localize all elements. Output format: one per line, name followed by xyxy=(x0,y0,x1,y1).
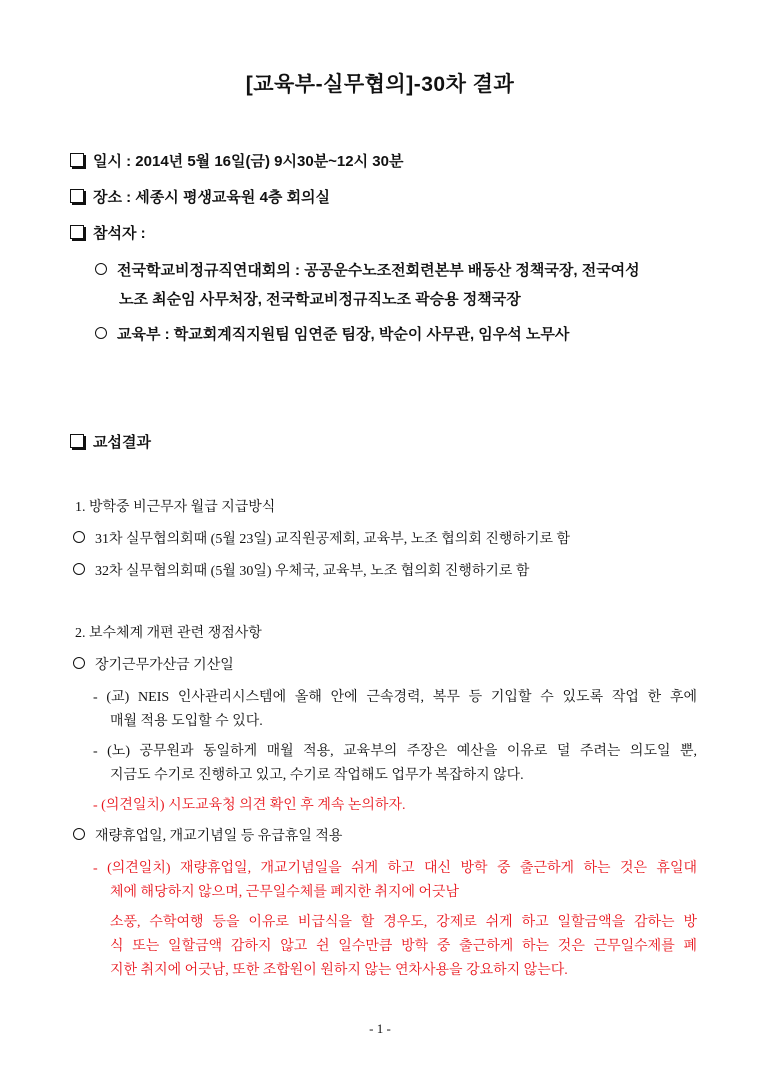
circle-bullet-icon xyxy=(73,657,85,669)
ministry-position-line1: - (교) NEIS 인사관리시스템에 올해 안에 근속경력, 복무 등 기입할 수 있도록 작업 한 후에 xyxy=(93,690,697,705)
place-line xyxy=(70,186,330,207)
holiday-note-line1: 소풍, 수학여행 등을 이유로 비급식을 할 경우도, 강제로 쉬게 하고 일할금액을 감하는 방 xyxy=(110,915,697,930)
attendee-ministry: 교육부 : 학교회계직지원팀 임연준 팀장, 박순이 사무관, 임우석 노무사 xyxy=(95,323,569,344)
holiday-note-line2: 식 또는 일할금액 감하지 않고 쉰 일수만큼 방학 중 출근하게 하는 것은 근무일수제를 폐 xyxy=(110,939,697,954)
place-text: 장소 : 세종시 평생교육원 4층 회의실 xyxy=(93,189,331,206)
union-position-line1: - (노) 공무원과 동일하게 매월 적용, 교육부의 주장은 예산을 이유로 덜 주려는 의도일 뿐, xyxy=(93,744,697,759)
circle-bullet-icon xyxy=(73,828,85,840)
attendees-label: 참석자 : xyxy=(93,225,146,242)
circle-bullet-icon xyxy=(73,563,85,575)
circle-bullet-icon xyxy=(95,327,107,339)
ministry-position-line2: 매월 적용 도입할 수 있다. xyxy=(110,714,263,729)
holiday-agreement-line2: 체에 해당하지 않으며, 근무일수체를 폐지한 취지에 어긋남 xyxy=(110,885,460,900)
agreement-line: - (의견일치) 시도교육청 의견 확인 후 계속 논의하자. xyxy=(93,798,406,813)
section1-item: 32차 실무협의회때 (5월 30일) 우체국, 교육부, 노조 협의회 진행하기로 함 xyxy=(73,560,529,580)
union-position-line2: 지금도 수기로 진행하고 있고, 수기로 작업해도 업무가 복잡하지 않다. xyxy=(110,768,524,783)
checkbox-bullet-icon xyxy=(70,153,84,167)
circle-bullet-icon xyxy=(95,263,107,275)
date-text: 일시 : 2014년 5월 16일(금) 9시30분~12시 30분 xyxy=(93,153,404,170)
attendees-line xyxy=(70,222,146,243)
results-heading: 교섭결과 xyxy=(70,431,151,452)
circle-bullet-icon xyxy=(73,531,85,543)
page-number: - 1 - xyxy=(369,1021,391,1036)
topic-long-service-bonus: 장기근무가산금 기산일 xyxy=(73,654,234,674)
topic-paid-holidays: 재량휴업일, 개교기념일 등 유급휴일 적용 xyxy=(73,825,342,845)
checkbox-bullet-icon xyxy=(70,225,84,239)
checkbox-bullet-icon xyxy=(70,434,84,448)
section2-heading: 2. 보수체계 개편 관련 쟁점사항 xyxy=(75,626,262,641)
holiday-agreement-line1: - (의견일치) 재량휴업일, 개교기념일을 쉬게 하고 대신 방학 중 출근하게 하는 것은 휴일대 xyxy=(93,861,697,876)
date-line xyxy=(70,150,403,171)
attendee-union-line1: 전국학교비정규직연대회의 : 공공운수노조전회련본부 배동산 정책국장, 전국여성 xyxy=(95,259,640,280)
attendee-union-line2: 노조 최순임 사무처장, 전국학교비정규직노조 곽승용 정책국장 xyxy=(119,291,521,308)
document-title: [교육부-실무협의]-30차 결과 xyxy=(245,73,515,96)
checkbox-bullet-icon xyxy=(70,189,84,203)
section1-item: 31차 실무협의회때 (5월 23일) 교직원공제회, 교육부, 노조 협의회 진행하기로 함 xyxy=(73,528,570,548)
holiday-note-line3: 지한 취지에 어긋남, 또한 조합원이 원하지 않는 연차사용을 강요하지 않는다. xyxy=(110,963,568,978)
section1-heading: 1. 방학중 비근무자 월급 지급방식 xyxy=(75,500,276,515)
